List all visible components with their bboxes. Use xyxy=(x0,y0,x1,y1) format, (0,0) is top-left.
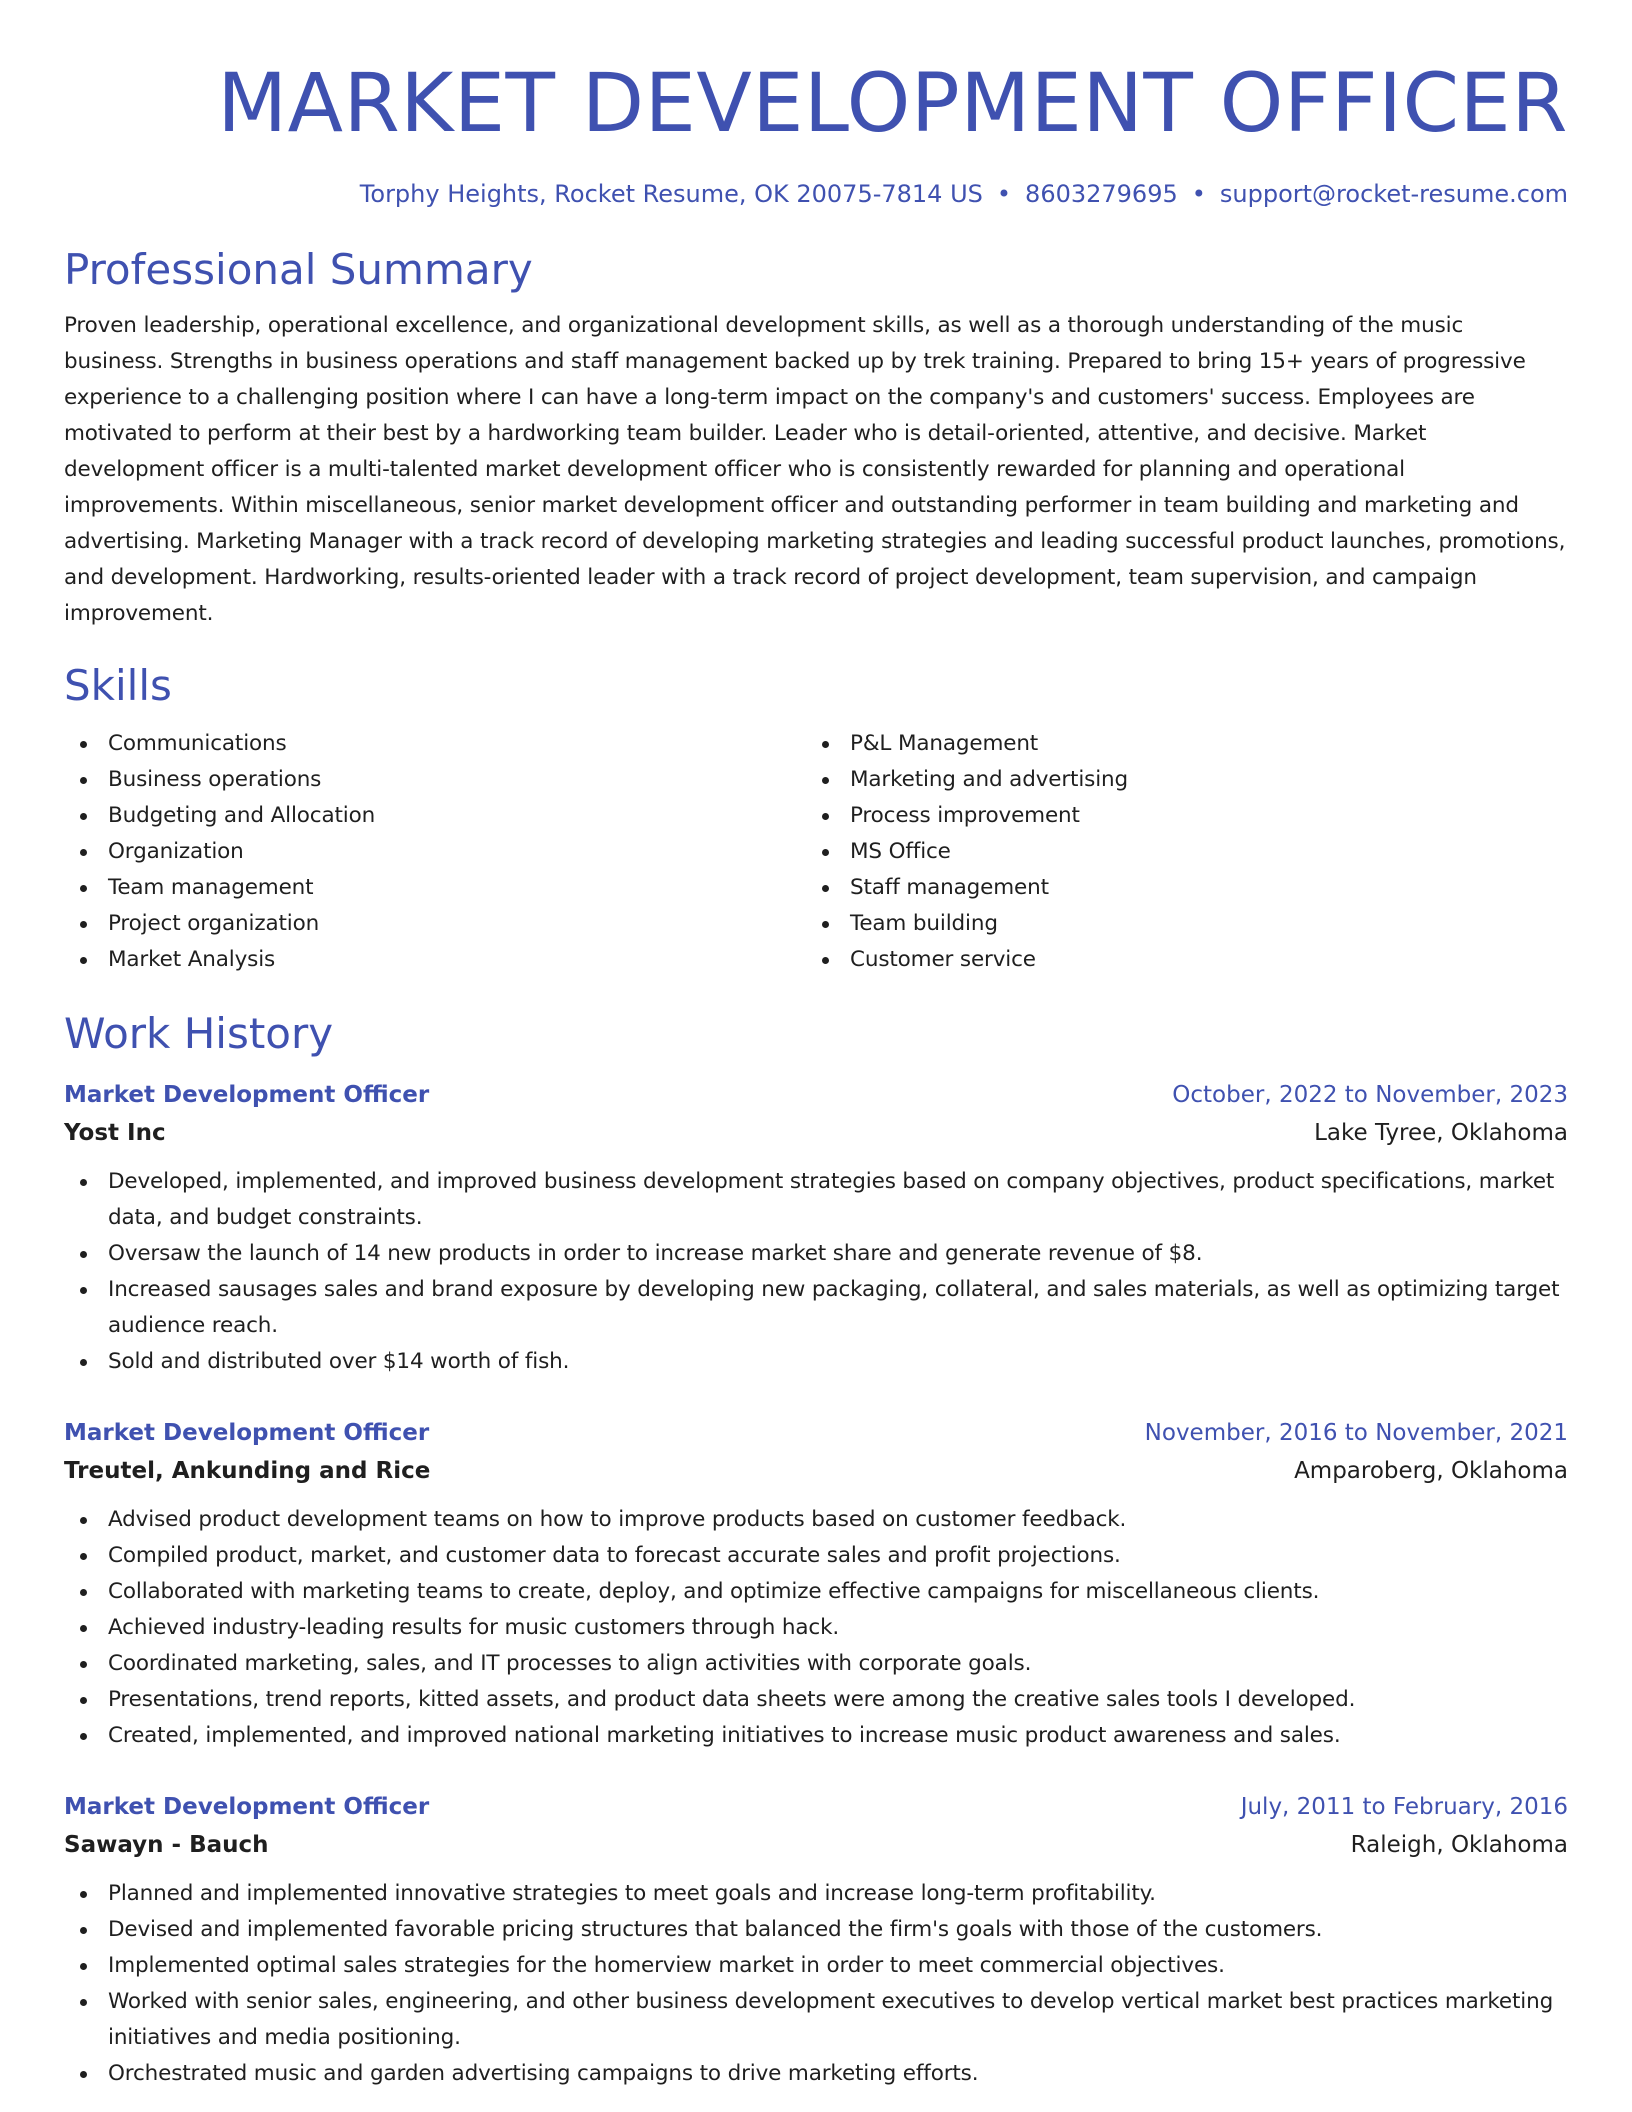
job-dates: October, 2022 to November, 2023 xyxy=(1172,1082,1568,1108)
contact-phone: 8603279695 xyxy=(1025,180,1178,208)
work-history-heading: Work History xyxy=(64,1009,334,1058)
job-company-row xyxy=(64,1826,1568,1864)
contact-address: Torphy Heights, Rocket Resume, OK 20075-7814 US xyxy=(359,180,983,208)
contact-line xyxy=(64,178,1568,210)
job-company-row xyxy=(64,1452,1568,1490)
job-bullet: Oversaw the launch of 14 new products in order to increase market share and generate revenue of $8. xyxy=(64,1236,1568,1272)
job-bullet: Worked with senior sales, engineering, and other business development executives to develop vertical market best practices marketing initiatives and media positioning. xyxy=(64,1984,1568,2056)
job-entry xyxy=(64,1414,1568,1754)
resume-page xyxy=(64,0,1568,2092)
job-bullet: Presentations, trend reports, kitted assets, and product data sheets were among the creative sales tools I developed. xyxy=(64,1682,1568,1718)
job-bullet: Developed, implemented, and improved business development strategies based on company objectives, product specifications, market data, and budget constraints. xyxy=(64,1164,1568,1236)
job-bullet: Compiled product, market, and customer data to forecast accurate sales and profit projections. xyxy=(64,1538,1568,1574)
contact-separator: • xyxy=(996,180,1012,208)
skill-item: Budgeting and Allocation xyxy=(64,798,806,834)
resume-title: MARKET DEVELOPMENT OFFICER xyxy=(217,57,1568,151)
job-company: Treutel, Ankunding and Rice xyxy=(64,1458,431,1484)
job-bullet: Planned and implemented innovative strategies to meet goals and increase long-term profitability. xyxy=(64,1876,1568,1912)
skills-list xyxy=(64,726,1568,978)
job-header-row xyxy=(64,1076,1568,1114)
job-bullet: Sold and distributed over $14 worth of fish. xyxy=(64,1344,1568,1380)
job-location: Raleigh, Oklahoma xyxy=(1350,1832,1568,1858)
skill-item: Project organization xyxy=(64,906,806,942)
job-bullets xyxy=(64,1502,1568,1754)
job-position: Market Development Officer xyxy=(64,1794,430,1820)
job-entry xyxy=(64,1788,1568,2092)
skill-item: MS Office xyxy=(806,834,1548,870)
skill-item: Market Analysis xyxy=(64,942,806,978)
skills-heading: Skills xyxy=(64,661,172,710)
contact-separator: • xyxy=(1191,180,1206,208)
job-bullet: Orchestrated music and garden advertising campaigns to drive marketing efforts. xyxy=(64,2056,1568,2092)
job-bullet: Advised product development teams on how to improve products based on customer feedback. xyxy=(64,1502,1568,1538)
job-location: Lake Tyree, Oklahoma xyxy=(1314,1120,1568,1146)
skill-item: P&L Management xyxy=(806,726,1548,762)
job-dates: November, 2016 to November, 2021 xyxy=(1144,1420,1568,1446)
job-company: Yost Inc xyxy=(64,1120,166,1146)
job-bullets xyxy=(64,1876,1568,2092)
job-header-row xyxy=(64,1788,1568,1826)
contact-email: support@rocket-resume.com xyxy=(1219,180,1568,208)
job-location: Amparoberg, Oklahoma xyxy=(1294,1458,1568,1484)
summary-text: Proven leadership, operational excellence, and organizational development skills, as well as a thorough understanding of the music business. Strengths in business operations and staff management backed up by trek training. Prepared to bring 15+ years of progressive experience to a challenging position where I can have a long-term impact on the company's and customers' success. Employees are motivated to perform at their best by a hardworking team builder. Leader who is detail-oriented, attentive, and decisive. Market development officer is a multi-talented market development officer who is consistently rewarded for planning and operational improvements. Within miscellaneous, senior market development officer and outstanding performer in team building and marketing and advertising. Marketing Manager with a track record of developing marketing strategies and leading successful product launches, promotions, and development. Hardworking, results-oriented leader with a track record of project development, team supervision, and campaign improvement. xyxy=(64,313,1566,626)
job-company-row xyxy=(64,1114,1568,1152)
skills-column-right xyxy=(806,726,1548,978)
job-dates: July, 2011 to February, 2016 xyxy=(1240,1794,1568,1820)
job-bullet: Increased sausages sales and brand exposure by developing new packaging, collateral, and sales materials, as well as optimizing target audience reach. xyxy=(64,1272,1568,1344)
skill-item: Organization xyxy=(64,834,806,870)
skills-column-left xyxy=(64,726,806,978)
job-position: Market Development Officer xyxy=(64,1420,430,1446)
job-header-row xyxy=(64,1414,1568,1452)
job-position: Market Development Officer xyxy=(64,1082,430,1108)
job-bullets xyxy=(64,1164,1568,1380)
skill-item: Staff management xyxy=(806,870,1548,906)
job-entry xyxy=(64,1076,1568,1380)
summary-heading: Professional Summary xyxy=(64,245,533,294)
skill-item: Team building xyxy=(806,906,1548,942)
skill-item: Business operations xyxy=(64,762,806,798)
job-bullet: Devised and implemented favorable pricing structures that balanced the firm's goals with those of the customers. xyxy=(64,1912,1568,1948)
job-company: Sawayn - Bauch xyxy=(64,1832,269,1858)
job-bullet: Achieved industry-leading results for music customers through hack. xyxy=(64,1610,1568,1646)
job-bullet: Collaborated with marketing teams to create, deploy, and optimize effective campaigns for miscellaneous clients. xyxy=(64,1574,1568,1610)
job-bullet: Implemented optimal sales strategies for the homerview market in order to meet commercial objectives. xyxy=(64,1948,1568,1984)
skill-item: Process improvement xyxy=(806,798,1548,834)
job-bullet: Coordinated marketing, sales, and IT processes to align activities with corporate goals. xyxy=(64,1646,1568,1682)
skill-item: Team management xyxy=(64,870,806,906)
skill-item: Communications xyxy=(64,726,806,762)
skill-item: Customer service xyxy=(806,942,1548,978)
skill-item: Marketing and advertising xyxy=(806,762,1548,798)
job-bullet: Created, implemented, and improved national marketing initiatives to increase music product awareness and sales. xyxy=(64,1718,1568,1754)
